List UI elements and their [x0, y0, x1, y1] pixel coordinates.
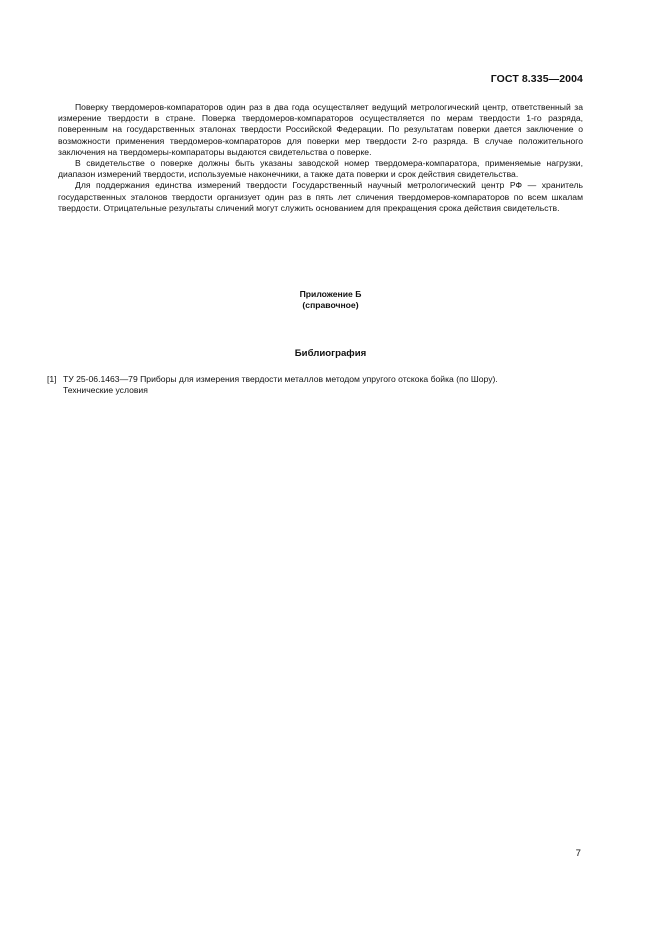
bibliography-item-number: [1]: [47, 374, 57, 384]
bibliography-item-line2: Технические условия: [63, 385, 148, 396]
bibliography-title: Библиография: [294, 348, 367, 359]
page-number: 7: [575, 848, 581, 859]
paragraph-certificate: В свидетельстве о поверке должны быть указаны заводской номер твердомера-компаратора, применяемые нагрузки, диапазон измерений твердости, используемые наконечники, а также дата поверки и срок действия свидетельства.: [58, 158, 583, 180]
paragraph-comparison: Для поддержания единства измерений твердости Государственный научный метрологический центр РФ — хранитель государственных эталонов твердости организует один раз в пять лет сличения твердомеров-компараторов по всем шкалам твердости. Отрицательные результаты сличений могут служить основанием для прекращения срока действия свидетельств.: [58, 180, 583, 213]
document-id-header: ГОСТ 8.335—2004: [490, 73, 583, 85]
annex-title: Приложение Б: [299, 289, 362, 299]
paragraph-verification: Поверку твердомеров-компараторов один раз в два года осуществляет ведущий метрологический центр, ответственный за измерение твердости в стране. Поверка твердомеров-компараторов осуществляется по мерам твердости 1-го разряда, поверенным на государственных эталонах твердости Российской Федерации. По результатам поверки дается заключение о возможности применения твердомеров-компараторов для поверки мер твердости 2-го разряда. В случае положительного заключения на твердомеры-компараторы выдаются свидетельства о поверке.: [58, 102, 583, 157]
body-text: [58, 102, 583, 214]
annex-subtitle: (справочное): [302, 300, 359, 310]
bibliography-item-line1: ТУ 25-06.1463—79 Приборы для измерения твердости металлов методом упругого отскока бойка (по Шору).: [63, 374, 498, 384]
bibliography-list: [47, 374, 587, 396]
bibliography-item: [47, 374, 587, 396]
annex-heading: [0, 289, 661, 311]
